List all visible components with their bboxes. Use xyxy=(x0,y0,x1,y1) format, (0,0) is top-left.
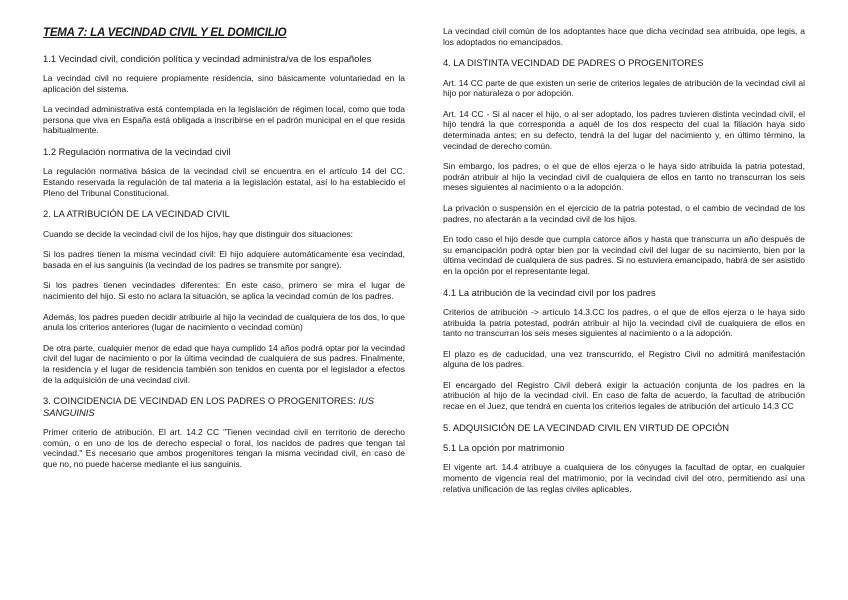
section-2-heading: 2. LA ATRIBUCIÓN DE LA VECINDAD CIVIL xyxy=(43,208,230,220)
section-1-1-heading: 1.1 Vecindad civil, condición política y vecindad administra/va de los españoles xyxy=(43,52,372,64)
paragraph: La vecindad administrativa está contemplada en la legislación de régimen local, como que toda persona que viva en España está obligada a inscribirse en el padrón municipal en el que resida habitualmente. xyxy=(43,104,405,136)
paragraph: Primer criterio de atribución. El art. 14.2 CC "Tienen vecindad civil en territorio de derecho común, o en uno de los de derecho especial o foral, los nacidos de padres que tengan tal vecindad." Es necesario que ambos progenitores tengan la misma vecindad civil, en caso de que no, no puede hacerse mediante el ius sanguinis. xyxy=(43,426,405,469)
paragraph: Además, los padres pueden decidir atribuirle al hijo la vecindad de cualquiera de los dos, lo que anula los criterios anteriores (lugar de nacimiento o vecindad común) xyxy=(43,311,405,333)
section-5-heading: 5. ADQUISICIÓN DE LA VECINDAD CIVIL EN VIRTUD DE OPCIÓN xyxy=(443,421,729,433)
paragraph: La regulación normativa básica de la vecindad civil se encuentra en el artículo 14 del CC. Estando reservada la regulación de tal materia a la legislación estatal, así lo ha establecido el Pleno del Tribunal Constitucional. xyxy=(43,166,405,198)
paragraph: Si los padres tienen vecindades diferentes: En este caso, primero se mira el lugar de nacimiento del hijo. Si esto no aclara la situación, se aplica la vecindad común de los padres. xyxy=(43,280,405,301)
left-column xyxy=(43,22,405,479)
section-3-heading-italic: IUS SANGUINIS xyxy=(43,395,374,418)
section-3-heading xyxy=(43,395,405,418)
paragraph: El encargado del Registro Civil deberá exigir la actuación conjunta de los padres en la atribución al hijo de la vecindad civil. En caso de falta de acuerdo, la facultad de atribución recae en el Juez, que tendrá en cuenta los criterios legales de atribución del artículo 14.3 CC xyxy=(443,379,805,412)
paragraph: El vigente art. 14.4 atribuye a cualquiera de los cónyuges la facultad de optar, en cualquier momento de vigencia real del matrimonio, por la vecindad civil del otro, permitiendo así una relativa unificación de las reglas civiles aplicables. xyxy=(443,462,805,494)
paragraph: Cuando se decide la vecindad civil de los hijos, hay que distinguir dos situaciones: xyxy=(43,228,353,239)
paragraph: Sin embargo, los padres, o el que de ellos ejerza o le haya sido atribuida la patria potestad, podrán atribuir al hijo la vecindad civil de cualquiera de ellos en tanto no transcurran los seis meses siguientes al nacimiento o a la adopción. xyxy=(443,161,805,193)
section-4-1-heading: 4.1 La atribución de la vecindad civil por los padres xyxy=(443,286,656,298)
paragraph: El plazo es de caducidad, una vez transcurrido, el Registro Civil no admitirá manifestación alguna de los padres. xyxy=(443,348,805,370)
section-4-heading: 4. LA DISTINTA VECINDAD DE PADRES O PROGENITORES xyxy=(443,57,704,69)
section-1-2-heading: 1.2 Regulación normativa de la vecindad civil xyxy=(43,145,231,157)
right-column xyxy=(443,26,805,504)
paragraph: Art. 14 CC parte de que existen un serie de criterios legales de atribución de la vecindad civil al hijo por naturaleza o por adopción. xyxy=(443,77,805,99)
paragraph: La vecindad civil no requiere propiamente residencia, sino básicamente voluntariedad en la aplicación del sistema. xyxy=(43,73,405,94)
paragraph: Criterios de atribución -> artículo 14.3.CC los padres, o el que de ellos ejerza o le haya sido atribuida la patria potestad, podrán atribuir al hijo la vecindad civil de cualquiera de ellos en tanto no transcurran los seis meses siguientes al nacimiento o a la adopción. xyxy=(443,306,805,339)
paragraph: La privación o suspensión en el ejercicio de la patria potestad, o el cambio de vecindad de los padres, no afectarán a la vecindad civil de los hijos. xyxy=(443,202,805,224)
document-title: TEMA 7: LA VECINDAD CIVIL Y EL DOMICILIO xyxy=(43,27,287,39)
paragraph: De otra parte, cualquier menor de edad que haya cumplido 14 años podrá optar por la vecindad civil del lugar de nacimiento o por la última vecindad de cualquiera de sus padres. Finalmente, la residencia y el lugar de residencia también son tenidos en cuenta por el legislador a efectos de la adquisición de una vecindad civil. xyxy=(43,342,405,385)
section-3-heading-text: 3. COINCIDENCIA DE VECINDAD EN LOS PADRES O PROGENITORES: xyxy=(43,395,356,407)
paragraph: Art. 14 CC - Si al nacer el hijo, o al ser adoptado, los padres tuvieren distinta vecindad civil, el hijo tendrá la que corresponda a aquél de los dos respecto del cual la filiación haya sido determinada antes; en su defecto, tendrá la del lugar del nacimiento y, en último término, la vecindad de derecho común. xyxy=(443,108,805,151)
section-5-1-heading: 5.1 La opción por matrimonio xyxy=(443,442,565,454)
paragraph: La vecindad civil común de los adoptantes hace que dicha vecindad sea atribuida, ope legis, a los adoptados no emancipados. xyxy=(443,26,805,47)
paragraph: Si los padres tienen la misma vecindad civil: El hijo adquiere automáticamente esa vecindad, basada en el ius sanguinis (la vecindad de los padres se transmite por sangre). xyxy=(43,249,405,270)
paragraph: En todo caso el hijo desde que cumpla catorce años y hasta que transcurra un año después de su emancipación podrá optar bien por la vecindad civil del lugar de su nacimiento, bien por la última vecindad de cualquiera de sus padres. Si no estuviera emancipado, habrá de ser asistido en la opción por el representante legal. xyxy=(443,234,805,276)
